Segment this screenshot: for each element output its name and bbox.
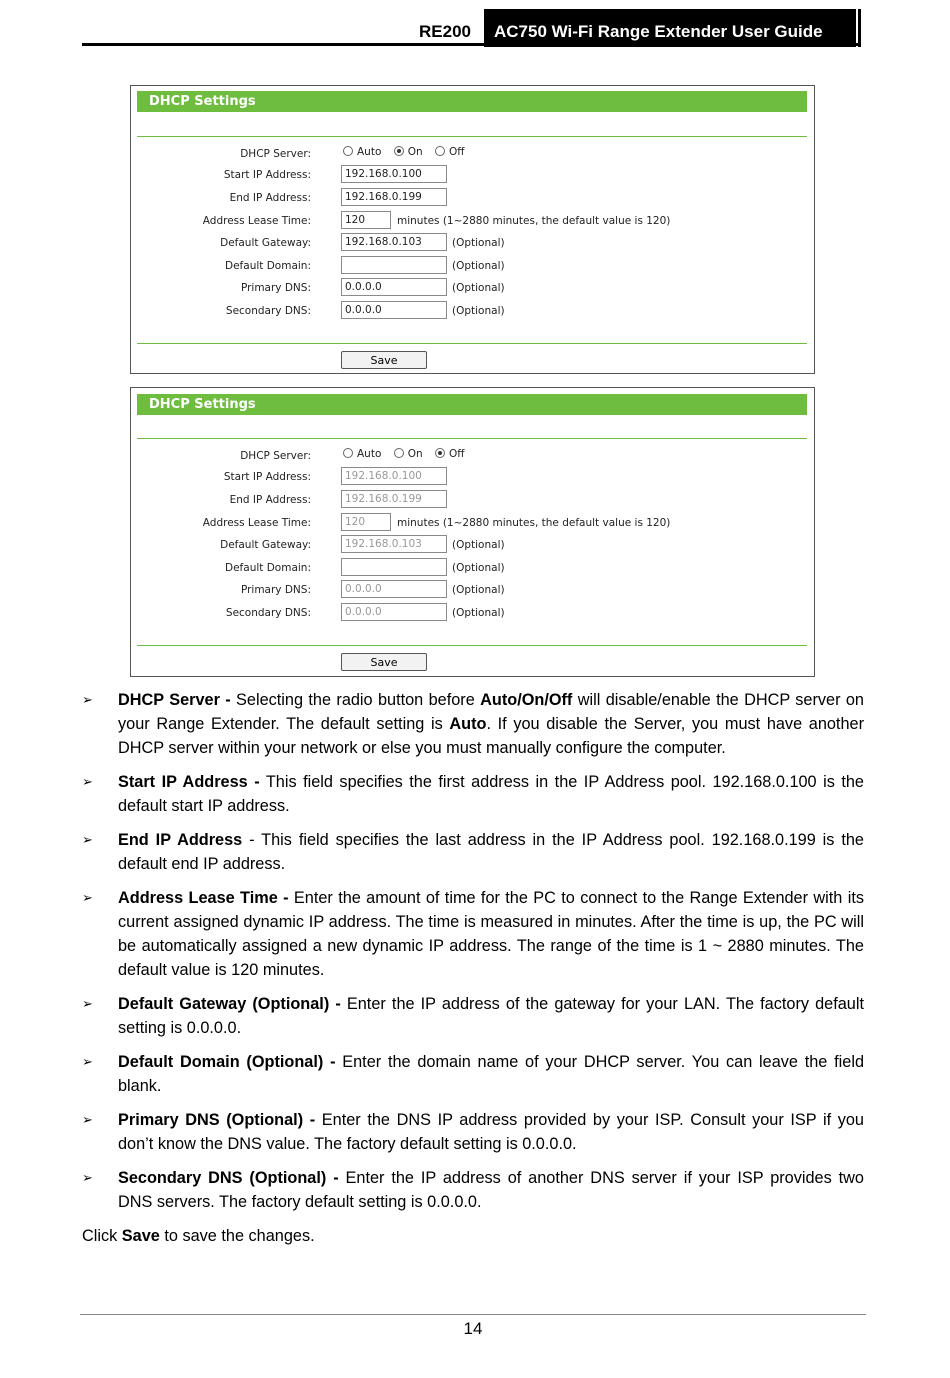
gateway-note: (Optional)	[452, 237, 505, 249]
lease-time-row	[131, 513, 811, 533]
divider	[137, 343, 807, 344]
gateway-row	[131, 535, 811, 555]
gateway-note: (Optional)	[452, 539, 505, 551]
domain-label: Default Domain:	[225, 562, 311, 574]
header-model: RE200	[419, 22, 471, 41]
save-button[interactable]: Save	[341, 351, 427, 369]
radio-off[interactable]	[435, 448, 445, 458]
bullet-secondary-dns	[82, 1166, 864, 1214]
panel-title: DHCP Settings	[137, 91, 807, 112]
end-ip-label: End IP Address:	[229, 192, 311, 204]
domain-input[interactable]	[341, 558, 447, 576]
closing-text: Click	[82, 1227, 122, 1245]
bullet-dhcp-server	[82, 688, 864, 760]
radio-auto-label: Auto	[357, 448, 382, 460]
bullet-text: Selecting the radio button before	[230, 691, 481, 709]
end-ip-row	[131, 490, 811, 510]
bullet-emphasis: Auto/On/Off	[480, 691, 573, 709]
lease-time-label: Address Lease Time:	[202, 517, 311, 529]
bullet-arrow-icon: ➢	[82, 774, 93, 789]
domain-note: (Optional)	[452, 562, 505, 574]
save-button[interactable]: Save	[341, 653, 427, 671]
lease-time-input[interactable]: 120	[341, 513, 391, 531]
gateway-row	[131, 233, 811, 253]
secondary-dns-input[interactable]: 0.0.0.0	[341, 603, 447, 621]
bullet-text: will disable/enable the DHCP server on your Range Extender. The default setting is	[118, 691, 864, 733]
page-number: 14	[463, 1319, 483, 1338]
bullet-arrow-icon: ➢	[82, 890, 93, 905]
radio-on[interactable]	[394, 448, 404, 458]
primary-dns-note: (Optional)	[452, 584, 505, 596]
radio-auto[interactable]	[343, 146, 353, 156]
end-ip-input[interactable]: 192.168.0.199	[341, 188, 447, 206]
gateway-input[interactable]: 192.168.0.103	[341, 535, 447, 553]
radio-auto-label: Auto	[357, 146, 382, 158]
bullet-arrow-icon: ➢	[82, 1170, 93, 1185]
bullet-emphasis: Auto	[449, 715, 487, 733]
secondary-dns-note: (Optional)	[452, 305, 505, 317]
bullet-term: Default Gateway (Optional) -	[118, 995, 341, 1013]
secondary-dns-input[interactable]: 0.0.0.0	[341, 301, 447, 319]
domain-note: (Optional)	[452, 260, 505, 272]
radio-on-label: On	[407, 146, 423, 158]
primary-dns-label: Primary DNS:	[240, 282, 311, 294]
bullet-arrow-icon: ➢	[82, 1054, 93, 1069]
closing-text: to save the changes.	[159, 1227, 315, 1245]
divider	[137, 645, 807, 646]
bullet-text: This field specifies the first address in the IP Address pool. 192.168.0.100 is the default start IP address.	[118, 773, 864, 815]
dhcp-server-radio-group	[343, 448, 474, 460]
primary-dns-input[interactable]: 0.0.0.0	[341, 580, 447, 598]
dhcp-settings-panel-on	[130, 85, 815, 374]
bullet-term: DHCP Server -	[118, 691, 231, 709]
bullet-lease-time	[82, 886, 864, 982]
domain-row	[131, 256, 811, 276]
radio-off[interactable]	[435, 146, 445, 156]
footer-rule	[80, 1314, 866, 1315]
radio-on-label: On	[407, 448, 423, 460]
dhcp-server-row	[131, 144, 811, 164]
header-rule	[82, 43, 860, 46]
start-ip-label: Start IP Address:	[223, 169, 311, 181]
bullet-primary-dns	[82, 1108, 864, 1156]
dhcp-settings-panel-off	[130, 387, 815, 677]
bullet-text: Enter the amount of time for the PC to connect to the Range Extender with its current assigned dynamic IP address. The time is measured in minutes. After the time is up, the PC will be automatically assigned a new dynamic IP address. The range of the time is 1 ~ 2880 minutes. The default value is 120 minutes.	[118, 889, 864, 979]
bullet-arrow-icon: ➢	[82, 996, 93, 1011]
radio-on[interactable]	[394, 146, 404, 156]
end-ip-label: End IP Address:	[229, 494, 311, 506]
bullet-term: Secondary DNS (Optional) -	[118, 1169, 339, 1187]
gateway-label: Default Gateway:	[220, 237, 311, 249]
end-ip-input[interactable]: 192.168.0.199	[341, 490, 447, 508]
lease-time-label: Address Lease Time:	[202, 215, 311, 227]
primary-dns-row	[131, 278, 811, 298]
lease-time-note: minutes (1~2880 minutes, the default value is 120)	[397, 215, 671, 227]
secondary-dns-note: (Optional)	[452, 607, 505, 619]
bullet-end-ip	[82, 828, 864, 876]
gateway-label: Default Gateway:	[220, 539, 311, 551]
bullet-start-ip	[82, 770, 864, 818]
start-ip-row	[131, 165, 811, 185]
primary-dns-note: (Optional)	[452, 282, 505, 294]
bullet-arrow-icon: ➢	[82, 832, 93, 847]
domain-row	[131, 558, 811, 578]
bullet-term: Default Domain (Optional) -	[118, 1053, 336, 1071]
bullet-term: End IP Address	[118, 831, 243, 849]
dhcp-server-label: DHCP Server:	[240, 148, 311, 160]
gateway-input[interactable]: 192.168.0.103	[341, 233, 447, 251]
primary-dns-label: Primary DNS:	[240, 584, 311, 596]
closing-instruction	[82, 1224, 864, 1248]
bullet-arrow-icon: ➢	[82, 692, 93, 707]
bullet-default-domain	[82, 1050, 864, 1098]
bullet-term: Start IP Address -	[118, 773, 260, 791]
lease-time-note: minutes (1~2880 minutes, the default value is 120)	[397, 517, 671, 529]
lease-time-input[interactable]: 120	[341, 211, 391, 229]
bullet-arrow-icon: ➢	[82, 1112, 93, 1127]
bullet-text: Enter the DNS IP address provided by your ISP. Consult your ISP if you don’t know the DNS value. The factory default setting is 0.0.0.0.	[118, 1111, 864, 1153]
secondary-dns-label: Secondary DNS:	[225, 305, 311, 317]
bullet-text: Enter the IP address of another DNS server if your ISP provides two DNS servers. The factory default setting is 0.0.0.0.	[118, 1169, 864, 1211]
divider	[137, 438, 807, 439]
dhcp-server-label: DHCP Server:	[240, 450, 311, 462]
bullet-text: . If you disable the Server, you must have another DHCP server within your network or else you must manually configure the computer.	[118, 715, 864, 757]
start-ip-input[interactable]: 192.168.0.100	[341, 165, 447, 183]
domain-input[interactable]	[341, 256, 447, 274]
domain-label: Default Domain:	[225, 260, 311, 272]
header-guide-title: AC750 Wi-Fi Range Extender User Guide	[484, 9, 856, 47]
bullet-text: Enter the IP address of the gateway for your LAN. The factory default setting is 0.0.0.0.	[118, 995, 864, 1037]
panel-title: DHCP Settings	[137, 394, 807, 415]
header-divider	[858, 9, 861, 47]
bullet-default-gateway	[82, 992, 864, 1040]
bullet-text: - This field specifies the last address in the IP Address pool. 192.168.0.199 is the default end IP address.	[118, 831, 864, 873]
dhcp-server-row	[131, 446, 811, 466]
primary-dns-input[interactable]: 0.0.0.0	[341, 278, 447, 296]
divider	[137, 136, 807, 137]
bullet-term: Address Lease Time -	[118, 889, 289, 907]
start-ip-label: Start IP Address:	[223, 471, 311, 483]
radio-auto[interactable]	[343, 448, 353, 458]
radio-off-label: Off	[449, 146, 465, 158]
bullet-text: Enter the domain name of your DHCP server. You can leave the field blank.	[118, 1053, 865, 1095]
primary-dns-row	[131, 580, 811, 600]
bullet-term: Primary DNS (Optional) -	[118, 1111, 316, 1129]
field-descriptions	[82, 688, 864, 1248]
dhcp-server-radio-group	[343, 146, 474, 158]
lease-time-row	[131, 211, 811, 231]
start-ip-input[interactable]: 192.168.0.100	[341, 467, 447, 485]
end-ip-row	[131, 188, 811, 208]
closing-save-emphasis: Save	[121, 1227, 160, 1245]
secondary-dns-row	[131, 603, 811, 623]
secondary-dns-row	[131, 301, 811, 321]
secondary-dns-label: Secondary DNS:	[225, 607, 311, 619]
start-ip-row	[131, 467, 811, 487]
radio-off-label: Off	[449, 448, 465, 460]
